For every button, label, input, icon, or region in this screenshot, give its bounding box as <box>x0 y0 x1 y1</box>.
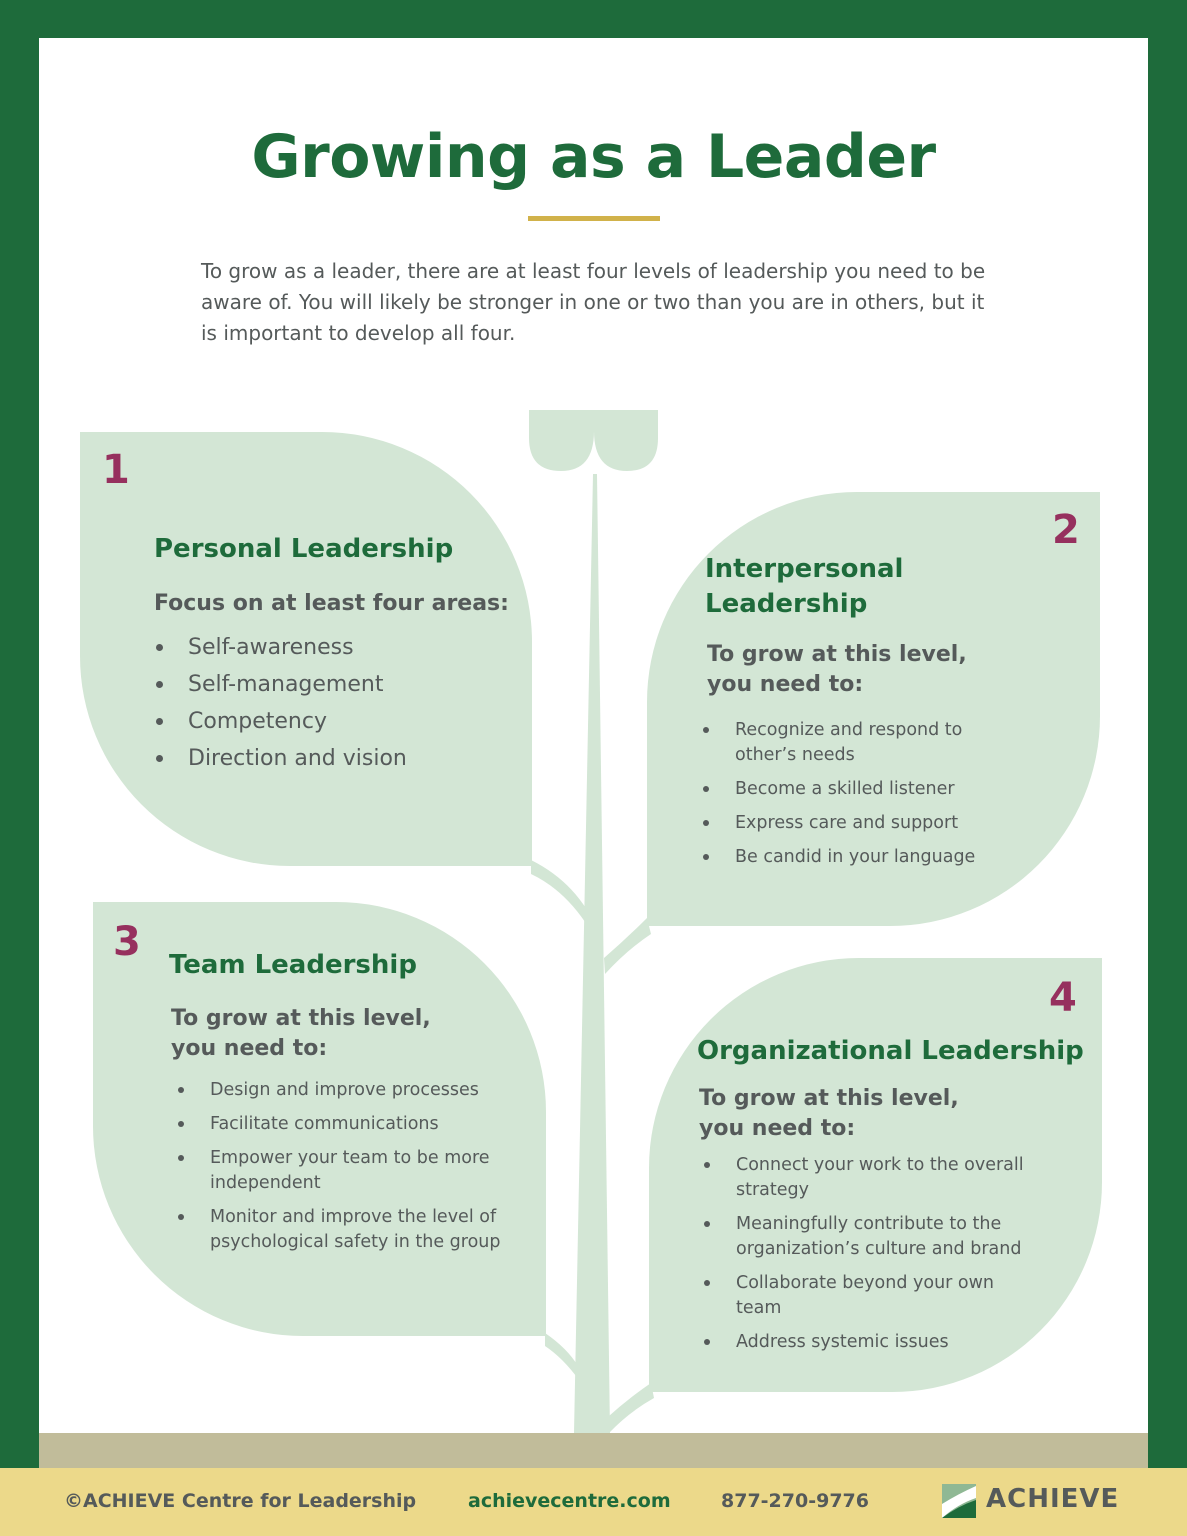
level-subtitle-line: To grow at this level, <box>171 1006 431 1031</box>
level-items-list <box>176 1078 506 1264</box>
infographic-page <box>39 38 1148 1468</box>
page-title: Growing as a Leader <box>251 122 936 192</box>
level-number: 2 <box>1052 507 1080 553</box>
list-item: Self-management <box>154 666 407 703</box>
list-item: Direction and vision <box>154 740 407 777</box>
list-item: Address systemic issues <box>702 1330 1042 1355</box>
level-subtitle-line: To grow at this level, <box>707 642 967 667</box>
website-link[interactable]: achievecentre.com <box>468 1490 671 1512</box>
level-items-list <box>702 1153 1042 1364</box>
level-title: Organizational Leadership <box>697 1036 1084 1066</box>
level-3-team-leadership <box>93 902 546 1336</box>
level-subtitle-line: you need to: <box>171 1036 328 1061</box>
level-subtitle-line: To grow at this level, <box>699 1086 959 1111</box>
level-items-list <box>701 718 1021 879</box>
level-title: Personal Leadership <box>154 534 454 564</box>
level-4-organizational-leadership <box>649 958 1102 1392</box>
level-subtitle-line: you need to: <box>699 1116 856 1141</box>
list-item: Be candid in your language <box>701 845 1021 870</box>
list-item: Competency <box>154 703 407 740</box>
list-item: Empower your team to be more independent <box>176 1146 506 1196</box>
list-item: Recognize and respond to other’s needs <box>701 718 1021 768</box>
footer-bar <box>0 1468 1187 1536</box>
phone-number: 877-270-9776 <box>721 1490 869 1512</box>
list-item: Monitor and improve the level of psychological safety in the group <box>176 1205 506 1255</box>
list-item: Become a skilled listener <box>701 777 1021 802</box>
level-title: Team Leadership <box>169 950 417 980</box>
level-subtitle <box>171 1004 431 1064</box>
list-item: Connect your work to the overall strategy <box>702 1153 1042 1203</box>
level-2-interpersonal-leadership <box>647 492 1100 926</box>
level-items-list <box>154 629 407 777</box>
copyright-text: ©ACHIEVE Centre for Leadership <box>64 1490 417 1512</box>
level-subtitle-line: you need to: <box>707 672 864 697</box>
list-item: Design and improve processes <box>176 1078 506 1103</box>
level-number: 4 <box>1049 975 1077 1021</box>
level-number: 1 <box>102 447 130 493</box>
list-item: Express care and support <box>701 811 1021 836</box>
level-title <box>705 552 903 622</box>
level-title-line: Interpersonal <box>705 554 904 584</box>
level-subtitle: Focus on at least four areas: <box>154 591 509 616</box>
list-item: Facilitate communications <box>176 1112 506 1137</box>
level-number: 3 <box>113 919 141 965</box>
list-item: Collaborate beyond your own team <box>702 1271 1042 1321</box>
intro-paragraph: To grow as a leader, there are at least four levels of leadership you need to be aware of. You will likely be stronger in one or two than you are in others, but it is important to develop all four. <box>201 259 986 345</box>
level-subtitle <box>707 640 967 700</box>
achieve-logo-icon <box>942 1484 976 1518</box>
level-1-personal-leadership <box>80 432 532 866</box>
list-item: Meaningfully contribute to the organization’s culture and brand <box>702 1212 1042 1262</box>
level-title-line: Leadership <box>705 589 868 619</box>
ground-strip <box>39 1433 1148 1468</box>
list-item: Self-awareness <box>154 629 407 666</box>
level-subtitle <box>699 1084 959 1144</box>
achieve-logo-text: ACHIEVE <box>986 1484 1120 1514</box>
